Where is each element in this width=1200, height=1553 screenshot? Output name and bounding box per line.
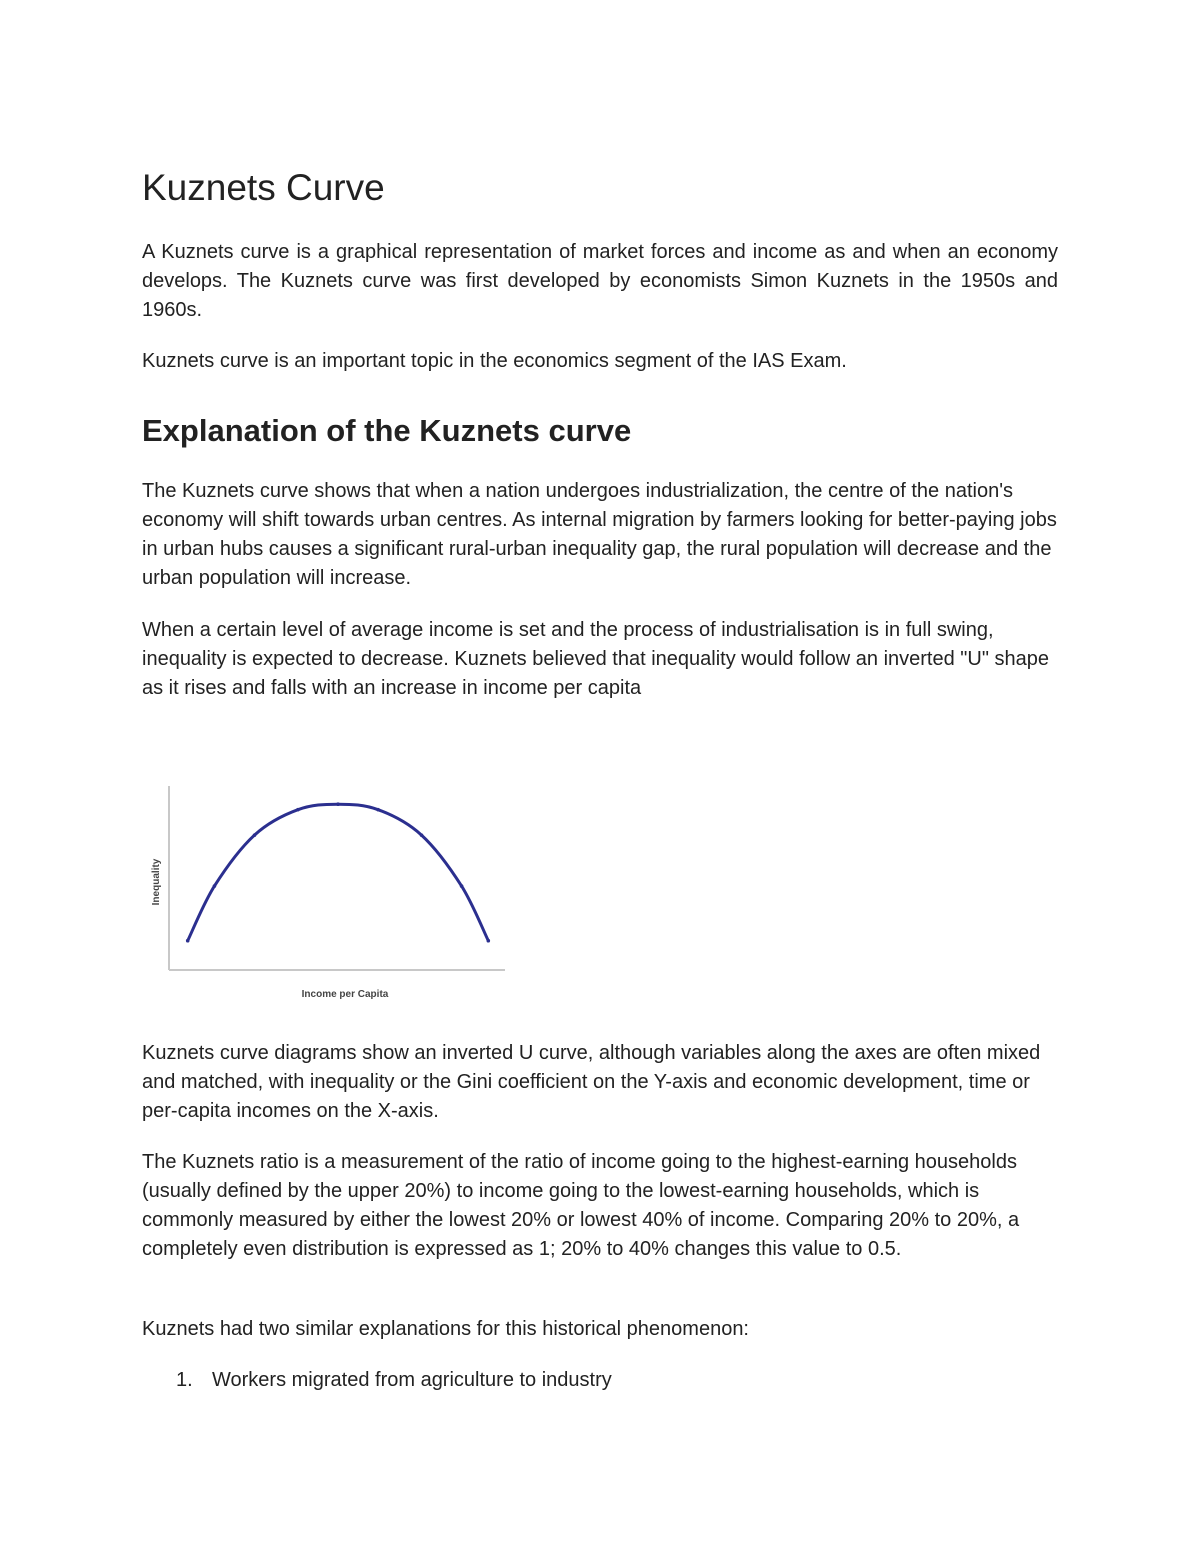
curve-point [420, 833, 424, 837]
kuznets-curve-chart [145, 782, 513, 1004]
explanation-paragraph-2: When a certain level of average income is set and the process of industrialisation is in full swing, inequality is expected to decrease. Kuznets believed that inequality would follow an inverted "U" shape as it rises and falls with an increase in income per capita [142, 619, 1049, 699]
explanation-paragraph-1: The Kuznets curve shows that when a nation undergoes industrialization, the centre of the nation's economy will shift towards urban centres. As internal migration by farmers looking for better-paying jobs in urban hubs causes a significant rural-urban inequality gap, the rural population will decrease and the urban population will increase. [142, 480, 1057, 589]
intro-paragraph-2: Kuznets curve is an important topic in the economics segment of the IAS Exam. [142, 350, 847, 372]
kuznets-ratio-paragraph: The Kuznets ratio is a measurement of the ratio of income going to the highest-earning households (usually defined by the upper 20%) to income going to the lowest-earning households, which is commonly measured by either the lowest 20% or lowest 40% of income. Comparing 20% to 20%, a completely even distribution is expressed as 1; 20% to 40% changes this value to 0.5. [142, 1151, 1020, 1260]
curve-point [253, 833, 257, 837]
x-axis-label: Income per Capita [301, 989, 389, 1000]
intro-paragraph-1: A Kuznets curve is a graphical representation of market forces and income as and when an economy develops. The Kuznets curve was first developed by economists Simon Kuznets in the 1950s and 1960s. [142, 241, 1058, 321]
page-title: Kuznets Curve [142, 167, 385, 208]
curve-point [296, 808, 300, 812]
kuznets-curve-line [188, 804, 489, 941]
y-axis-label: Inequality [151, 858, 162, 906]
section-heading: Explanation of the Kuznets curve [142, 413, 632, 448]
curve-point [487, 939, 491, 943]
curve-point [213, 884, 217, 888]
curve-point [376, 808, 380, 812]
diagram-description-paragraph: Kuznets curve diagrams show an inverted U curve, although variables along the axes are often mixed and matched, with inequality or the Gini coefficient on the Y-axis and economic development, time or per-capita incomes on the X-axis. [142, 1042, 1041, 1122]
list-item-text: Workers migrated from agriculture to industry [212, 1369, 612, 1391]
curve-point [336, 802, 340, 806]
list-item [176, 1366, 612, 1395]
list-item-number: 1. [176, 1369, 193, 1391]
curve-point [186, 939, 190, 943]
curve-point [460, 884, 464, 888]
curve-markers [186, 802, 490, 942]
explanations-intro-paragraph: Kuznets had two similar explanations for this historical phenomenon: [142, 1318, 749, 1340]
